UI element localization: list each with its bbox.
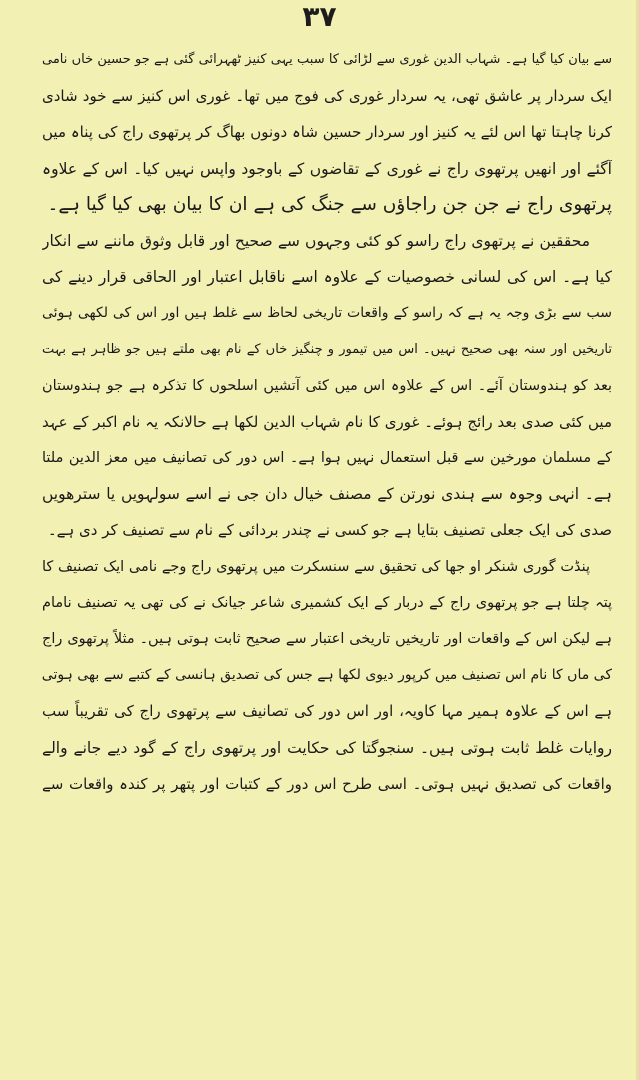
- text-line: ہے۔ انہی وجوہ سے ہندی نورتن کے مصنف خیال دان جی نے اسے سولہویں یا سترھویں: [42, 485, 612, 504]
- text-line: ہے لیکن اس کے واقعات اور تاریخیں تاریخی اعتبار سے صحیح ثابت ہوتی ہیں۔ مثلاً پرتھوی راج: [42, 631, 612, 647]
- text-line: کی ماں کا نام اس تصنیف میں کرپور دیوی لکھا ہے جس کی تصدیق ہانسی کے کتبے سے بھی ہوتی: [42, 667, 612, 684]
- text-line: کرنا چاہتا تھا اس لئے یہ کنیز اور سردار حسین شاہ دونوں بھاگ کر پرتھوی راج کی پناہ میں: [42, 123, 612, 142]
- text-line: کے مسلمان مورخین سے قبل استعمال نہیں ہوا ہے۔ اس دور کی تصانیف میں معز الدین ملتا: [42, 450, 612, 467]
- text-line: آگئے اور انھیں پرتھوی راج نے غوری کے تقاضوں کے باوجود واپس نہیں کیا۔ اس کے علاوہ: [42, 159, 612, 178]
- paragraph-start-line: پنڈت گوری شنکر او جھا کی تحقیق سے سنسکرت میں پرتھوی راج وجے نامی ایک تصنیف کا: [42, 558, 590, 575]
- text-line: روایات غلط ثابت ہوتی ہیں۔ سنجوگتا کی حکایت اور پرتھوی راج کے گود دیے جانے والے: [42, 738, 612, 757]
- text-line: بعد کو ہندوستان آئے۔ اس کے علاوہ اس میں کئی آتشیں اسلحوں کا تذکرہ ہے جو ہندوستان: [42, 377, 612, 394]
- paragraph-start-line: محققین نے پرتھوی راج راسو کو کئی وجہوں سے صحیح اور قابل وثوق ماننے سے انکار: [42, 231, 590, 250]
- text-body: [42, 42, 612, 802]
- text-line: سے بیان کیا گیا ہے۔ شہاب الدین غوری سے لڑائی کا سبب یہی کنیز ٹھہرائی گئی ہے جو حسین خاں نامی: [42, 52, 612, 67]
- page-number: ۳۷: [302, 0, 337, 33]
- text-line: صدی کی ایک جعلی تصنیف بتایا ہے جو کسی نے چندر بردائی کے نام سے تصنیف کر دی ہے۔: [47, 521, 612, 540]
- text-line: ایک سردار پر عاشق تھی، یہ سردار غوری کی فوج میں تھا۔ غوری اس کنیز سے خود شادی: [42, 87, 612, 106]
- text-line: میں کئی صدی بعد رائج ہوئے۔ غوری کا نام شہاب الدین لکھا ہے حالانکہ یہ نام اکبر کے عہد: [42, 412, 612, 431]
- text-line: ہے اس کے علاوہ ہمیر مہا کاویہ، اور اس دور کی تصانیف سے پرتھوی راج کی تقریباً سب: [42, 702, 612, 721]
- text-line: سب سے بڑی وجہ یہ ہے کہ راسو کے واقعات تاریخی لحاظ سے غلط ہیں اور اس کی لکھی ہوئی: [42, 305, 612, 322]
- text-line: تاریخیں اور سنہ بھی صحیح نہیں۔ اس میں تیمور و چنگیز خاں کے نام بھی ملتے ہیں جو ظاہر ہے بہت: [42, 341, 612, 357]
- text-line: پتہ چلتا ہے جو پرتھوی راج کے دربار کے ایک کشمیری شاعر جیانک نے کی تھی یہ تصنیف نامام: [42, 594, 612, 611]
- text-line: کیا ہے۔ اس کی لسانی خصوصیات کے علاوہ اسے ناقابل اعتبار اور الحاقی قرار دینے کی: [42, 268, 612, 287]
- text-line: پرتھوی راج نے جن جن راجاؤں سے جنگ کی ہے ان کا بیان بھی کیا گیا ہے۔: [47, 193, 612, 215]
- text-line: واقعات کی تصدیق نہیں ہوتی۔ اسی طرح اس دور کے کتبات اور پتھر پر کندہ واقعات سے: [42, 774, 612, 793]
